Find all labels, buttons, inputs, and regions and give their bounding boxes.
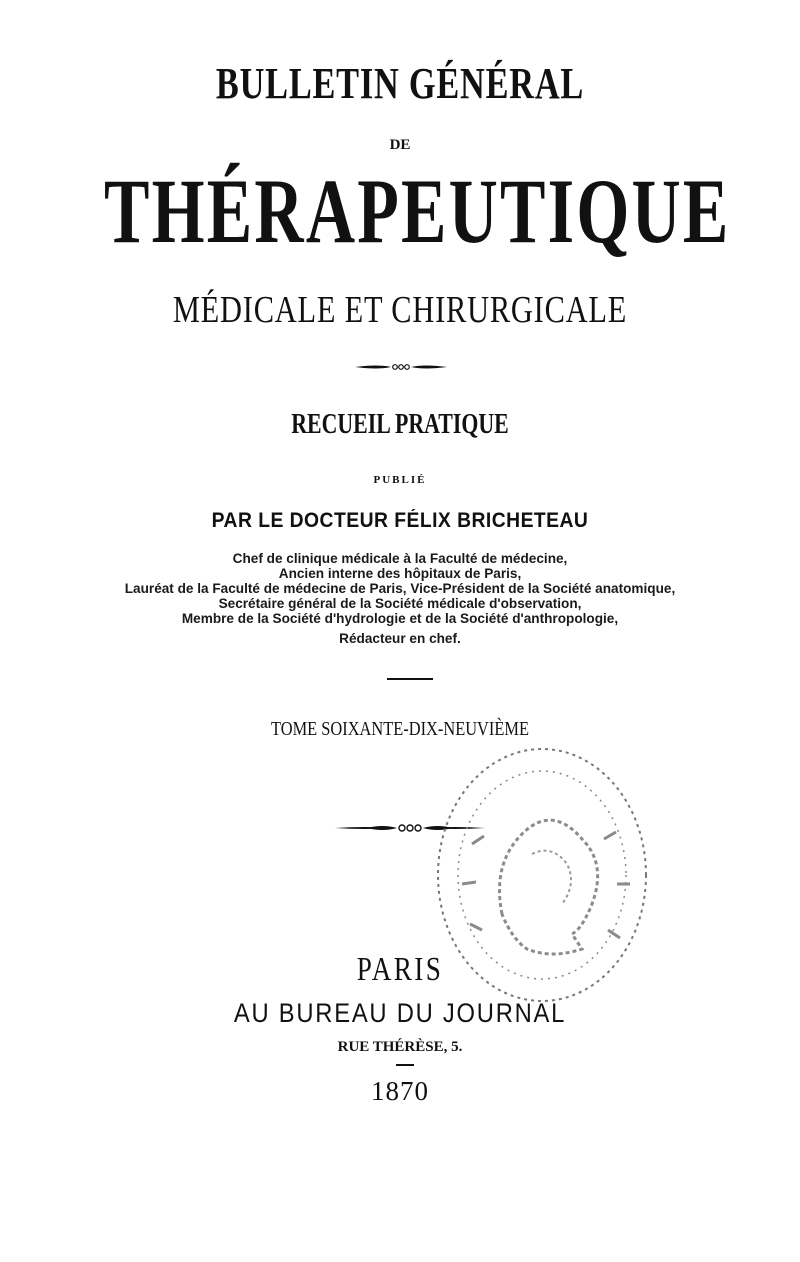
collection-title: RECUEIL PRATIQUE: [291, 409, 509, 440]
title-subtitle: MÉDICALE ET CHIRURGICALE: [172, 289, 628, 331]
city-line: PARIS: [356, 951, 444, 988]
published-label: PUBLIÉ: [373, 474, 427, 486]
address-line: RUE THÉRÈSE, 5.: [337, 1039, 463, 1055]
credential-line: Chef de clinique médicale à la Faculté de médecine,: [232, 551, 568, 566]
publisher-line: AU BUREAU DU JOURNAL: [233, 998, 567, 1028]
credential-line: Ancien interne des hôpitaux de Paris,: [278, 566, 522, 581]
divider: [387, 678, 433, 680]
credential-line: Membre de la Société d'hydrologie et de la Société d'anthropologie,: [181, 611, 619, 626]
volume-line: TOME SOIXANTE-DIX-NEUVIÈME: [271, 718, 529, 740]
publication-year: 1870: [371, 1076, 429, 1106]
title-de: DE: [389, 137, 411, 153]
title-main: THÉRAPEUTIQUE: [104, 160, 731, 262]
title-line-bulletin: BULLETIN GÉNÉRAL: [215, 59, 585, 108]
credential-line: Secrétaire général de la Société médicale d'observation,: [218, 596, 582, 611]
credential-line: Rédacteur en chef.: [339, 631, 461, 646]
credential-line: Lauréat de la Faculté de médecine de Paris, Vice-Président de la Société anatomique,: [124, 581, 676, 596]
author-line: PAR LE DOCTEUR FÉLIX BRICHETEAU: [211, 509, 589, 532]
divider: [396, 1064, 414, 1066]
ornament-rule-icon: [355, 362, 447, 372]
